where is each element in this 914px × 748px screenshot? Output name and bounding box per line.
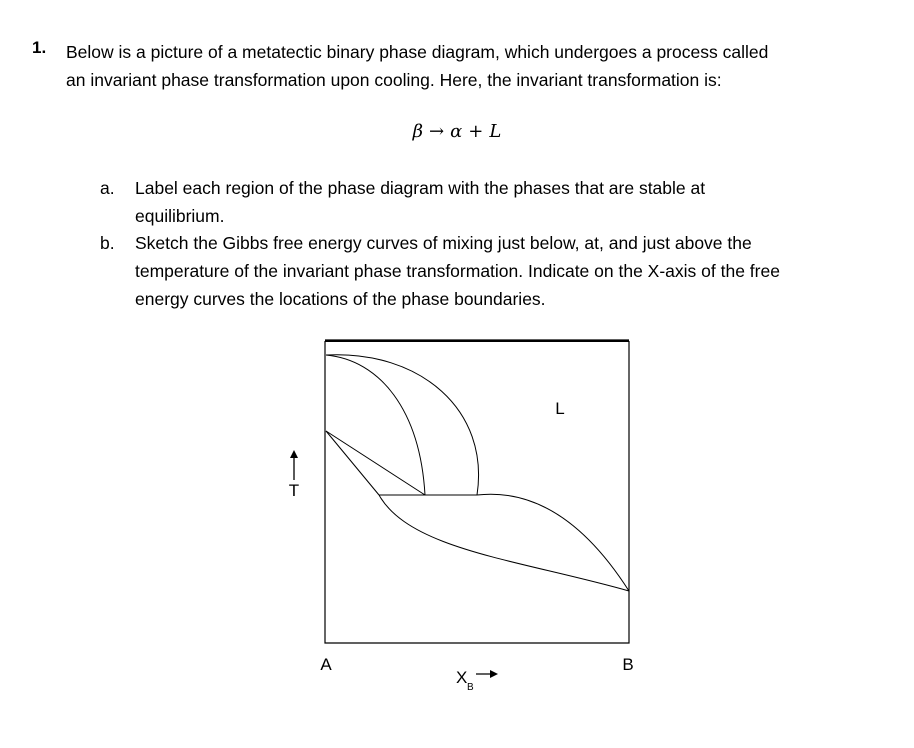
x-left-label: A [320,655,332,674]
subquestion-line: energy curves the locations of the phase boundaries. [135,289,546,309]
inner-dome-curve [326,355,425,495]
liquidus-curve [477,494,629,591]
reaction-product-liquid: L [489,121,502,142]
alpha-solvus-line [326,431,425,495]
alpha-steep-line [326,431,379,495]
reaction-plus: + [468,121,484,142]
subquestion-letter: a. [100,178,115,198]
subquestion-line: equilibrium. [135,206,225,226]
outer-dome-curve [326,355,479,495]
x-axis-label: X [456,668,468,687]
question-number: 1. [32,38,47,57]
region-label-liquid: L [555,399,565,418]
y-axis-label: T [288,481,300,500]
reaction-product-alpha: α [450,121,463,142]
subquestion-line: temperature of the invariant phase transformation. Indicate on the X-axis of the free [135,261,780,281]
question-text-line: Below is a picture of a metatectic binary phase diagram, which undergoes a process called [66,42,769,62]
reaction-arrow: → [429,121,445,142]
x-axis-subscript: B [467,682,474,693]
question-text-line: an invariant phase transformation upon cooling. Here, the invariant transformation is: [66,70,722,90]
subquestion-line: Sketch the Gibbs free energy curves of mixing just below, at, and just above the [135,233,752,253]
subquestion-line: Label each region of the phase diagram with the phases that are stable at [135,178,706,198]
subquestion-letter: b. [100,233,115,253]
x-right-label: B [622,655,634,674]
reaction-reactant: β [412,121,424,142]
